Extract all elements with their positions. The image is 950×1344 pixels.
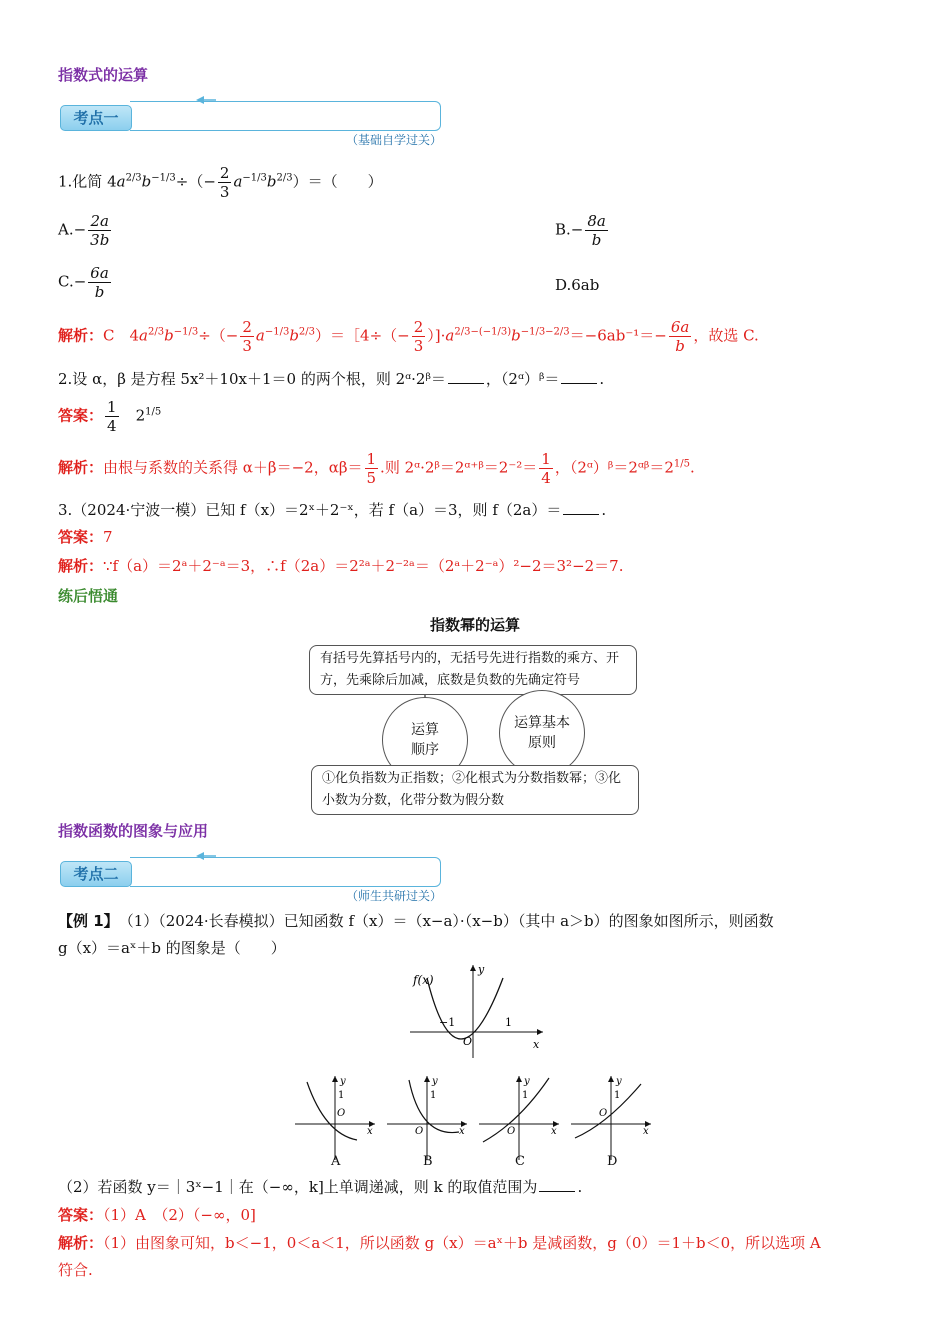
kaodian-subtitle-1: （基础自学过关） [346,133,443,147]
svg-text:y: y [524,1076,530,1087]
svg-text:y: y [432,1076,438,1087]
ex1-blank[interactable] [539,1191,575,1192]
svg-text:1: 1 [614,1090,621,1101]
ex1-part2: （2）若函数 y＝｜3ˣ−1｜在（−∞，k]上单调递减，则 k 的取值范围为 . [58,1178,583,1196]
q2-stem: 2.设 α，β 是方程 5x²＋10x＋1＝0 的两个根，则 2ᵅ·2ᵝ＝ ，（2ᵅ）ᵝ＝ . [58,370,605,388]
q3-stem: 3.（2024·宁波一模）已知 f（x）＝2ˣ＋2⁻ˣ，若 f（a）＝3，则 f（2a）＝ . [58,501,607,519]
q1-option-c[interactable]: C.− $\frac{6a}{b}$ [58,264,109,301]
ex1-stem-line1: 【例 1】 （1）（2024·长春模拟）已知函数 f（x）＝（x−a）·（x−b）（其中 a＞b）的图象如图所示，则函数 [58,912,774,930]
q2-answer: 答案： $\frac{1}{4}$ $2^{1/5}$ [58,398,162,435]
mindmap-top-box: 有括号先算括号内的，无括号先进行指数的乘方、开方，先乘除后加减，底数是负数的先确定符号 [309,645,637,695]
svg-text:x: x [459,1126,465,1137]
graph-y-label: y [478,963,485,976]
q1-analysis: 解析：C $4a^{2/3}b^{-1/3}\div(-$ $\frac{2}{3}$ $a^{-1/3}b^{2/3})=[4\div(-$ $\frac{2}{3}$ ）]$\cdot a^{2/3-(-1/3)}b^{-1/3-2/3}=-6ab^{-1}=-$ $\frac{6a}{b}$ ，故选 C. [58,318,759,355]
option-label-a: A [331,1154,341,1169]
kaodian-badge-1: 考点一 [60,105,132,131]
fx-graph [405,960,550,1060]
q1-option-a[interactable]: A.− $\frac{2a}{3b}$ [58,212,110,249]
graph-origin-label: O [463,1035,473,1048]
q3-blank[interactable] [563,514,599,515]
kaodian-frame-1 [130,101,441,131]
svg-text:1: 1 [522,1090,529,1101]
q2-analysis: 解析：由根与系数的关系得 α＋β＝−2，αβ＝ $\frac{1}{5}$ .则 2ᵅ·2ᵝ＝2ᵅ⁺ᵝ＝2⁻²＝ $\frac{1}{4}$ ，$(2ᵅ)ᵝ=2ᵅᵝ=2^{1/5}$. [58,450,695,487]
graph-neg1-label: −1 [439,1016,456,1029]
arrow-left-icon [196,851,216,861]
ex1-analysis-1: 解析：（1）由图象可知，b＜−1，0＜a＜1，所以函数 g（x）＝aˣ＋b 是减函数，g（0）＝1＋b＜0，所以选项 A [58,1234,821,1252]
svg-text:O: O [507,1126,516,1137]
section-title-1: 指数式的运算 [58,66,149,84]
q2-blank-2[interactable] [561,383,597,384]
kaodian-subtitle-2: （师生共研过关） [346,889,443,903]
svg-text:O: O [599,1108,608,1119]
svg-text:O: O [337,1108,346,1119]
mindmap-bottom-box: ①化负指数为正指数；②化根式为分数指数幂；③化小数为分数，化带分数为假分数 [311,765,639,815]
option-graphs [295,1072,655,1172]
graph-fx-label: f(x) [413,973,434,987]
svg-text:1: 1 [430,1090,437,1101]
option-label-b: B [423,1154,433,1169]
mindmap-circle-principle: 运算基本原则 [499,690,585,776]
ex1-analysis-2: 符合. [58,1261,93,1279]
option-graph-d[interactable] [571,1076,651,1160]
q1-option-d[interactable]: D.6ab [555,276,600,294]
svg-text:x: x [551,1126,557,1137]
option-label-d: D [607,1154,618,1169]
graph-x-label: x [533,1038,540,1051]
q1-stem: 1.化简 $4a^{2/3}b^{-1/3}\div(-$ $\frac{2}{3}$ $a^{-1/3}b^{2/3})=$（ ） [58,164,383,201]
svg-text:x: x [643,1126,649,1137]
kaodian-frame-2 [130,857,441,887]
q2-blank-1[interactable] [448,383,484,384]
svg-text:x: x [367,1126,373,1137]
ex1-answer: 答案：（1）A （2）（−∞，0] [58,1206,256,1224]
option-label-c: C [515,1154,525,1169]
option-graph-a[interactable] [295,1076,375,1160]
q3-analysis: 解析：∵f（a）＝2ᵃ＋2⁻ᵃ＝3，∴f（2a）＝2²ᵃ＋2⁻²ᵃ＝（2ᵃ＋2⁻ᵃ）²−2＝3²−2＝7. [58,557,624,575]
arrow-left-icon [196,95,216,105]
ex1-stem-line2: g（x）＝aˣ＋b 的图象是（ ） [58,939,286,957]
graph-1-label: 1 [505,1016,512,1029]
q3-answer: 答案：7 [58,528,113,546]
q1-option-b[interactable]: B.− $\frac{8a}{b}$ [555,212,606,249]
option-graph-b[interactable] [387,1076,467,1160]
svg-text:O: O [415,1126,424,1137]
option-graph-c[interactable] [479,1076,559,1160]
mindmap-circle-order: 运算顺序 [382,697,468,783]
svg-text:y: y [616,1076,622,1087]
kaodian-badge-2: 考点二 [60,861,132,887]
svg-text:y: y [340,1076,346,1087]
section-title-2: 指数函数的图象与应用 [58,822,209,840]
svg-text:1: 1 [338,1090,345,1101]
practice-title: 练后悟通 [58,587,119,605]
mindmap-title: 指数幂的运算 [429,616,520,634]
